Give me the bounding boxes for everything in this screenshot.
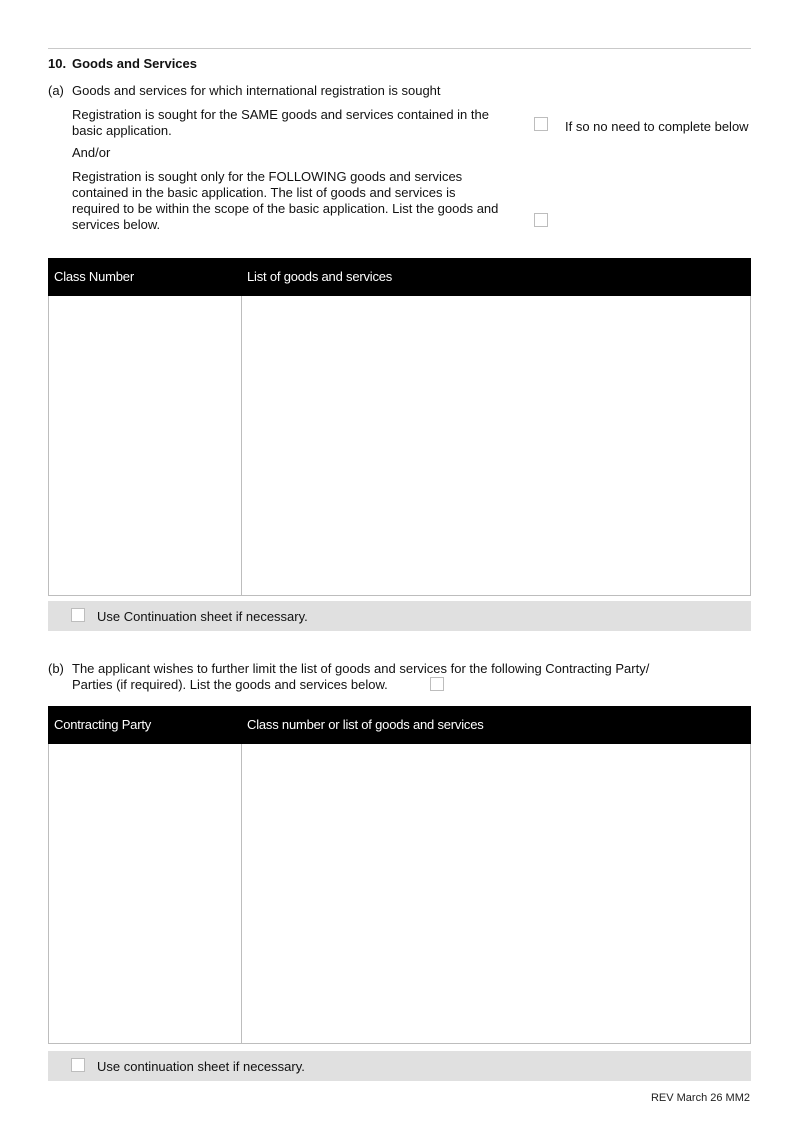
contracting-party-header: Contracting Party — [54, 717, 152, 732]
continuation-checkbox-b[interactable] — [71, 1058, 85, 1072]
part-b-line1: The applicant wishes to further limit the list of goods and services for the following Contracting Party/ — [72, 661, 650, 676]
same-goods-checkbox[interactable] — [534, 117, 548, 131]
class-number-field[interactable] — [49, 296, 241, 595]
further-limit-checkbox[interactable] — [430, 677, 444, 691]
class-or-goods-header: Class number or list of goods and services — [247, 717, 484, 732]
continuation-checkbox-a[interactable] — [71, 608, 85, 622]
class-number-header: Class Number — [54, 269, 134, 284]
same-goods-line1: Registration is sought for the SAME goods and services contained in the — [72, 107, 489, 122]
contracting-party-field[interactable] — [49, 744, 241, 1043]
and-or-text: And/or — [72, 145, 111, 160]
following-goods-checkbox[interactable] — [534, 213, 548, 227]
contracting-party-table — [48, 706, 751, 1044]
part-b-label: (b) — [48, 661, 64, 676]
same-goods-line2: basic application. — [72, 123, 172, 138]
continuation-bar-a — [48, 601, 751, 631]
part-a-label: (a) — [48, 83, 64, 98]
goods-list-header: List of goods and services — [247, 269, 393, 284]
part-b-line2: Parties (if required). List the goods and services below. — [72, 677, 388, 692]
same-goods-note: If so no need to complete below — [565, 119, 749, 134]
continuation-bar-b — [48, 1051, 751, 1081]
continuation-text-b: Use continuation sheet if necessary. — [97, 1059, 305, 1074]
section-number: 10. — [48, 56, 67, 71]
goods-table-header — [48, 258, 751, 296]
revision-footer: REV March 26 MM2 — [650, 1092, 750, 1104]
following-goods-line4: services below. — [72, 217, 161, 232]
goods-services-table — [48, 258, 751, 596]
contracting-table-header — [48, 706, 751, 744]
following-goods-line3: required to be within the scope of the basic application. List the goods and — [72, 201, 499, 216]
following-goods-line2: contained in the basic application. The list of goods and services is — [72, 185, 456, 200]
section-title — [48, 56, 197, 72]
top-rule — [48, 48, 751, 49]
class-or-goods-field[interactable] — [242, 744, 750, 1043]
section-title-text: Goods and Services — [72, 56, 197, 71]
following-goods-line1: Registration is sought only for the FOLLOWING goods and services — [72, 169, 463, 184]
continuation-text-a: Use Continuation sheet if necessary. — [97, 609, 308, 624]
part-a-heading: Goods and services for which international registration is sought — [72, 83, 441, 98]
goods-list-field[interactable] — [242, 296, 750, 595]
